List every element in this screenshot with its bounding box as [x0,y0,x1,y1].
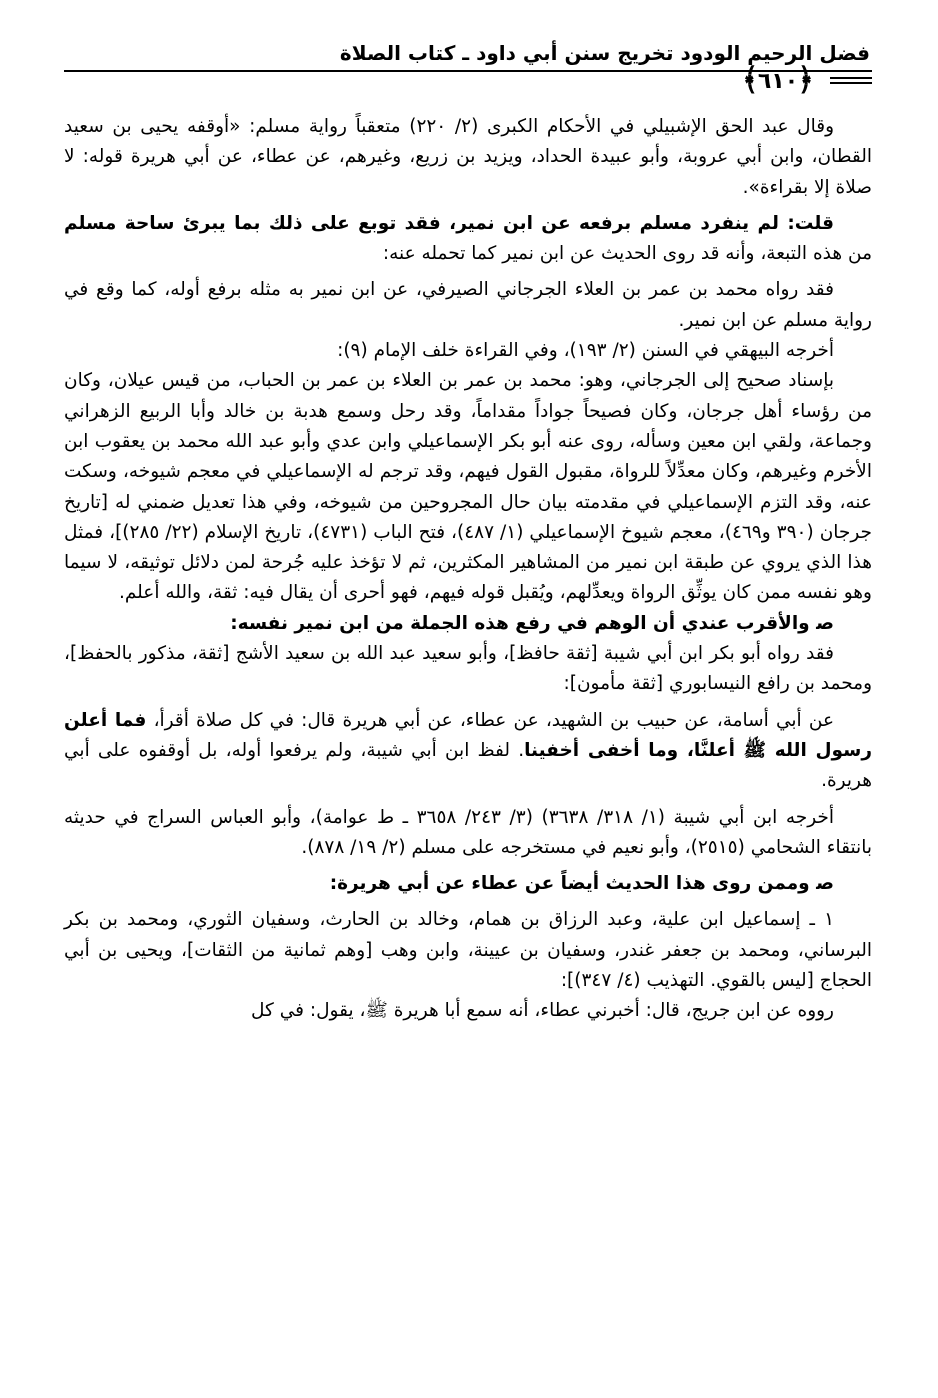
section-heading: ﺻ والأقرب عندي أن الوهم في رفع هذه الجملة من ابن نمير نفسه: [230,612,834,634]
paragraph-text: من هذه التبعة، وأنه قد روى الحديث عن ابن نمير كما تحمله عنه: [382,243,872,265]
paragraph: ١ ـ إسماعيل ابن علية، وعبد الرزاق بن همام، وخالد بن الحارث، وسفيان الثوري، ومحمد بن بكر البرساني، ومحمد بن جعفر غندر، وسفيان بن عيينة، وابن وهب [وهم ثمانية من الثقات]، ويحيى بن أبي الحجاج [ليس بالقوي. التهذيب (٤/ ٣٤٧)]: [64,909,872,992]
paragraph: أخرجه ابن أبي شيبة (١/ ٣١٨/ ٣٦٣٨) (٣/ ٢٤٣/ ٣٦٥٨ ـ ط عوامة)، وأبو العباس السراج في حديثه بانتقاء الشحامي (٢٥١٥)، وأبو نعيم في مستخرجه على مسلم (٢/ ١٩/ ٨٧٨). [64,806,872,858]
paragraph: وقال عبد الحق الإشبيلي في الأحكام الكبرى (٢/ ٢٢٠) متعقباً رواية مسلم: «أوقفه يحيى بن سعيد القطان، وابن أبي عروبة، وأبو عبيدة الحداد، ويزيد بن زريع، وغيرهم، عن عطاء، عن أبي هريرة قوله: لا صلاة إلا بقراءة». [64,116,872,198]
header-rule-ornament [830,77,872,79]
paragraph: أخرجه البيهقي في السنن (٢/ ١٩٣)، وفي القراءة خلف الإمام (٩): [337,340,834,362]
bold-quote: فما أعلن رسول الله ﷺ أعلنَّا، وما أخفى أخفينا [64,709,873,761]
paragraph: رووه عن ابن جريج، قال: أخبرني عطاء، أنه سمع أبا هريرة ﷺ، يقول: في كل [251,1000,834,1022]
paragraph-text: . لفظ ابن أبي شيبة، ولم يرفعوا أوله، بل أوقفوه على أبي هريرة. [64,739,872,792]
paragraph: فقد رواه أبو بكر ابن أبي شيبة [ثقة حافظ]، وأبو سعيد عبد الله بن سعيد الأشج [ثقة، مذكور بالحفظ]، ومحمد بن رافع النيسابوري [ثقة مأمون]: [64,643,872,695]
section-heading: ﺻ وممن روى هذا الحديث أيضاً عن عطاء عن أبي هريرة: [329,873,834,895]
paragraph: فقد رواه محمد بن عمر بن العلاء الجرجاني الصيرفي، عن ابن نمير به مثله برفع أوله، كما وقع في رواية مسلم عن ابن نمير. [64,279,872,331]
paragraph [64,706,872,797]
page-number [735,64,821,96]
paragraph [64,209,872,270]
bold-lead: قلت: لم ينفرد مسلم برفعه عن ابن نمير، فقد توبع على ذلك بما يبرئ ساحة مسلم [64,212,834,234]
paragraph: بإسناد صحيح إلى الجرجاني، وهو: محمد بن عمر بن العلاء بن عمر بن الحباب، من قيس عيلان، وكان من رؤساء أهل جرجان، وكان فصيحاً جواداً مقداماً، وقد رحل وسمع هدبة بن خالد وأبا الربيع الزهراني وجماعة، ولقي ابن معين وسأله، روى عنه أبو بكر الإسماعيلي وابن عدي وأبو عبد الله محمد بن يعقوب ابن الأخرم وغيرهم، وكان معدِّلاً للرواة، مقبول القول فيهم، وقد ترجم له الإسماعيلي في معجم شيوخه، وسكت عنه، وقد التزم الإسماعيلي في مقدمته بيان حال المجروحين من شيوخه، وفي هذا تعديل ضمني له [تاريخ جرجان (٣٩٠ و٤٦٩)، معجم شيوخ الإسماعيلي (١/ ٤٨٧)، فتح الباب (٤٧٣١)، تاريخ الإسلام (٢٢/ ٢٨٥)]، فمثل هذا الذي يروي عن طبقة ابن نمير من المشاهير المكثرين، ثم لا تؤخذ عليه جُرحة لمن دلائل توثيقه، لا سيما وهو نفسه ممن كان يوثِّق الرواة ويعدِّلهم، ويُقبل قوله فيهم، فهو أحرى أن يقال فيه: ثقة، والله أعلم. [64,370,872,604]
running-header: فضل الرحيم الودود تخريج سنن أبي داود ـ كتاب الصلاة [339,41,870,65]
body-text [64,112,872,1027]
page-number-value: ٦١٠ [757,69,799,94]
page-number-ornament-left: ﴿ [798,62,814,98]
paragraph-text: عن أبي أسامة، عن حبيب بن الشهيد، عن عطاء، عن أبي هريرة قال: في كل صلاة أقرأ، [146,709,834,731]
header-rule-ornament [830,82,872,84]
page-number-ornament-right: ﴾ [742,62,758,98]
